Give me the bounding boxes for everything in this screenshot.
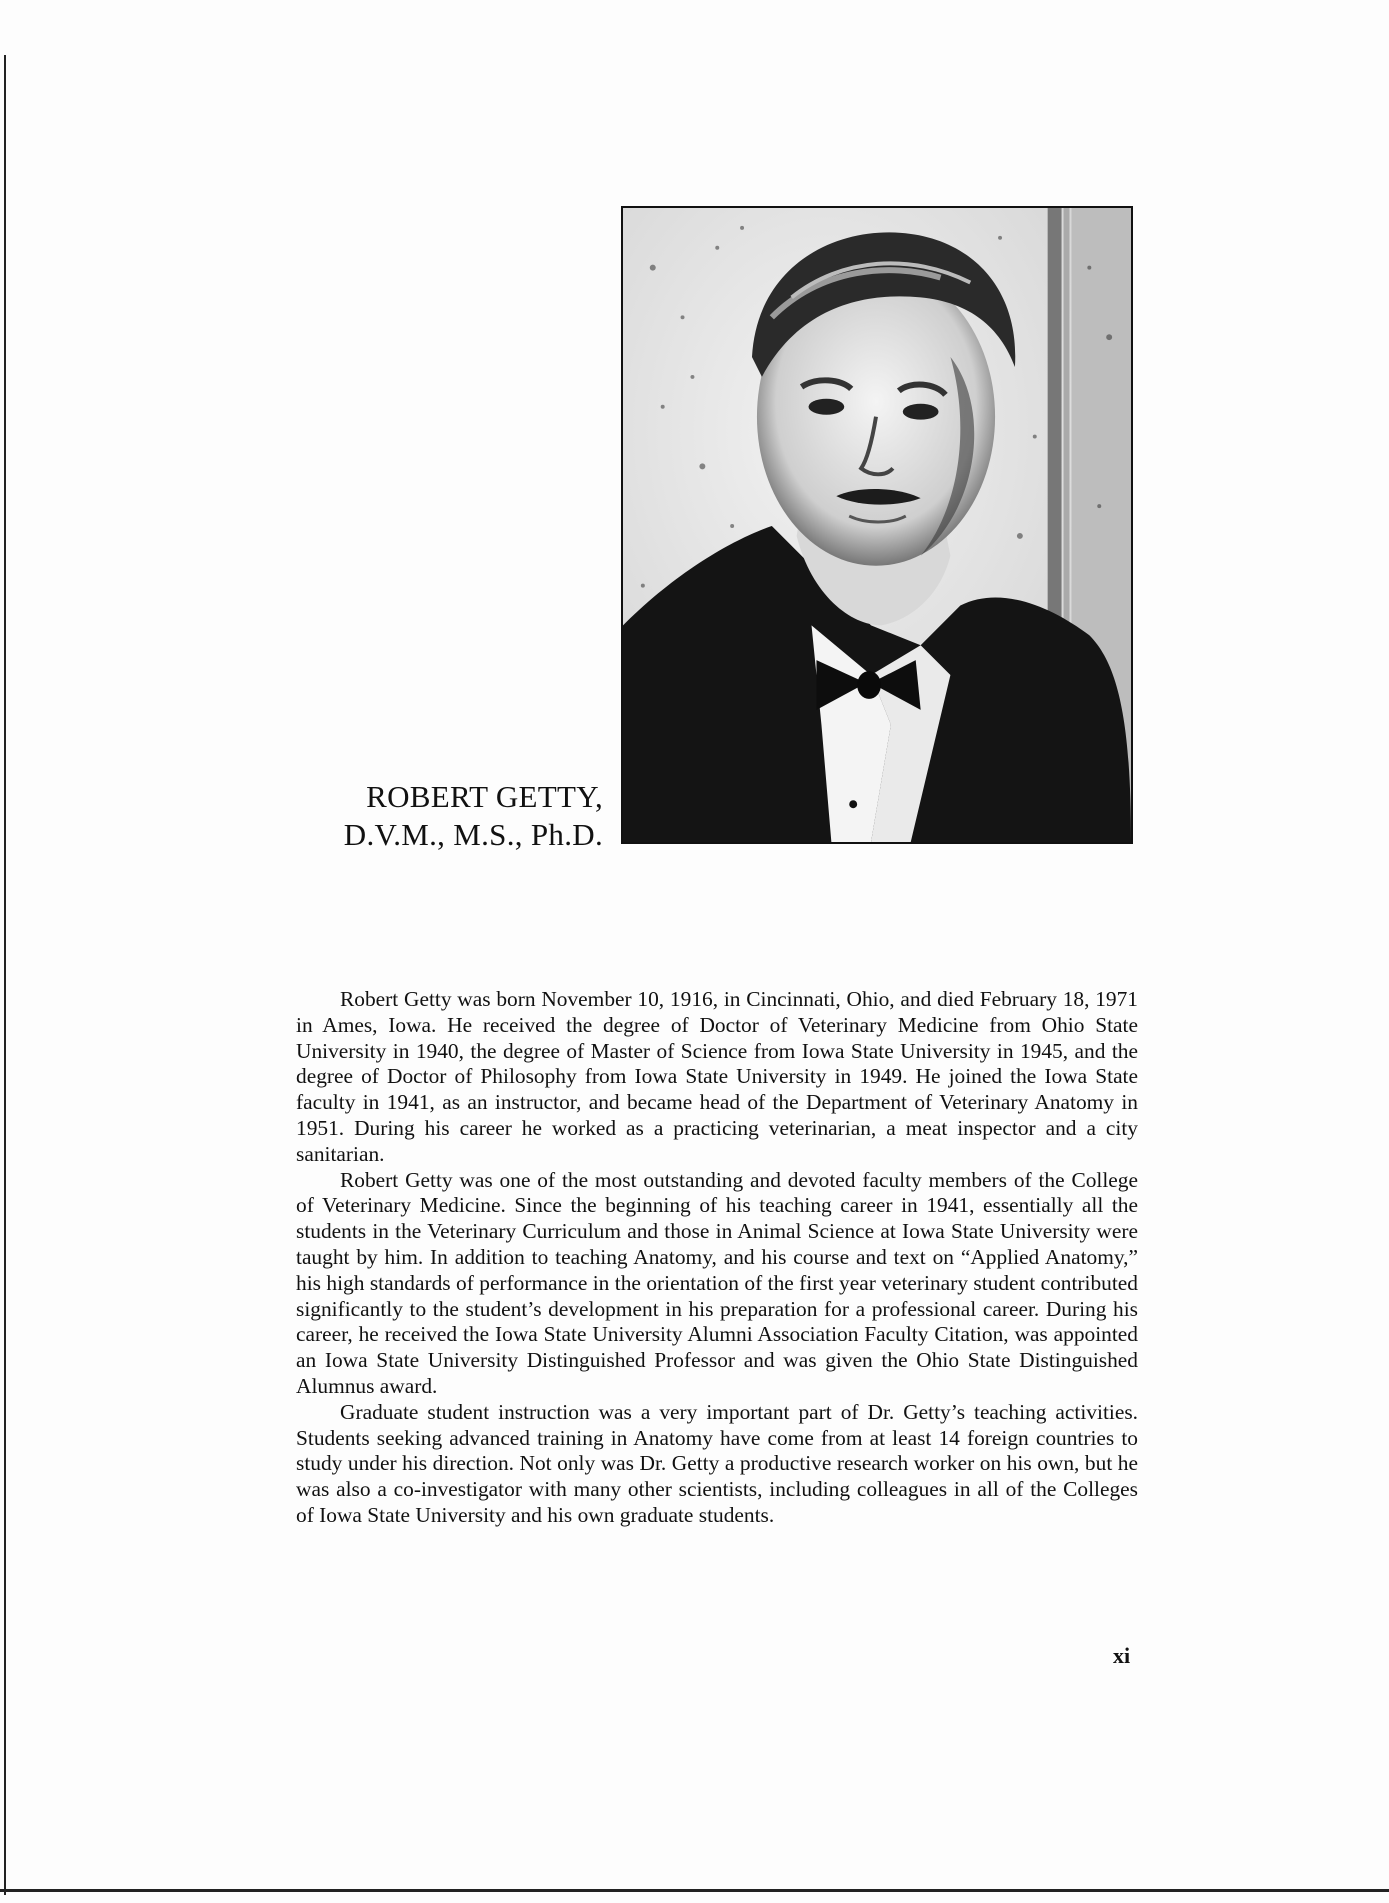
biography-paragraph: Robert Getty was born November 10, 1916, in Cincinnati, Ohio, and died February 18, 1971 in Ames, Iowa. He received the degree of Doctor of Veterinary Medicine from Ohio State University in 1940, the degree of Master of Science from Iowa State University in 1945, and the degree of Doctor of Philosophy from Iowa State University in 1949. He joined the Iowa State faculty in 1941, as an instructor, and became head of the Department of Veterinary Anatomy in 1951. During his career he worked as a practicing veterinarian, a meat inspector and a city sanitarian. (296, 987, 1138, 1166)
biography-paragraph: Robert Getty was one of the most outstanding and devoted faculty members of the College of Veterinary Medicine. Since the beginning of his teaching career in 1941, essentially all the students in the Veterinary Curriculum and those in Animal Science at Iowa State University were taught by him. In addition to teaching Anatomy, and his course and text on “Applied Anatomy,” his high standards of performance in the orientation of the first year veterinary student contributed significantly to the student’s development in his preparation for a professional career. During his career, he received the Iowa State University Alumni Association Faculty Citation, was appointed an Iowa State University Distinguished Professor and was given the Ohio State Distinguished Alumnus award. (296, 1167, 1138, 1398)
portrait-photo (621, 206, 1133, 844)
person-heading (344, 778, 603, 854)
page-edge-bottom (0, 1889, 1389, 1892)
biography (296, 987, 1138, 1529)
page-edge-left (4, 55, 6, 1895)
biography-paragraph: Graduate student instruction was a very important part of Dr. Getty’s teaching activities. Students seeking advanced training in Anatomy have come from at least 14 foreign countries to study under his direction. Not only was Dr. Getty a productive research worker on his own, but he was also a co-investigator with many other scientists, including colleagues in all of the Colleges of Iowa State University and his own graduate students. (296, 1399, 1138, 1527)
person-name: ROBERT GETTY, (366, 779, 603, 814)
person-degrees: D.V.M., M.S., Ph.D. (343, 817, 603, 852)
portrait-photo-icon (623, 208, 1131, 842)
page-number: xi (1113, 1643, 1131, 1668)
